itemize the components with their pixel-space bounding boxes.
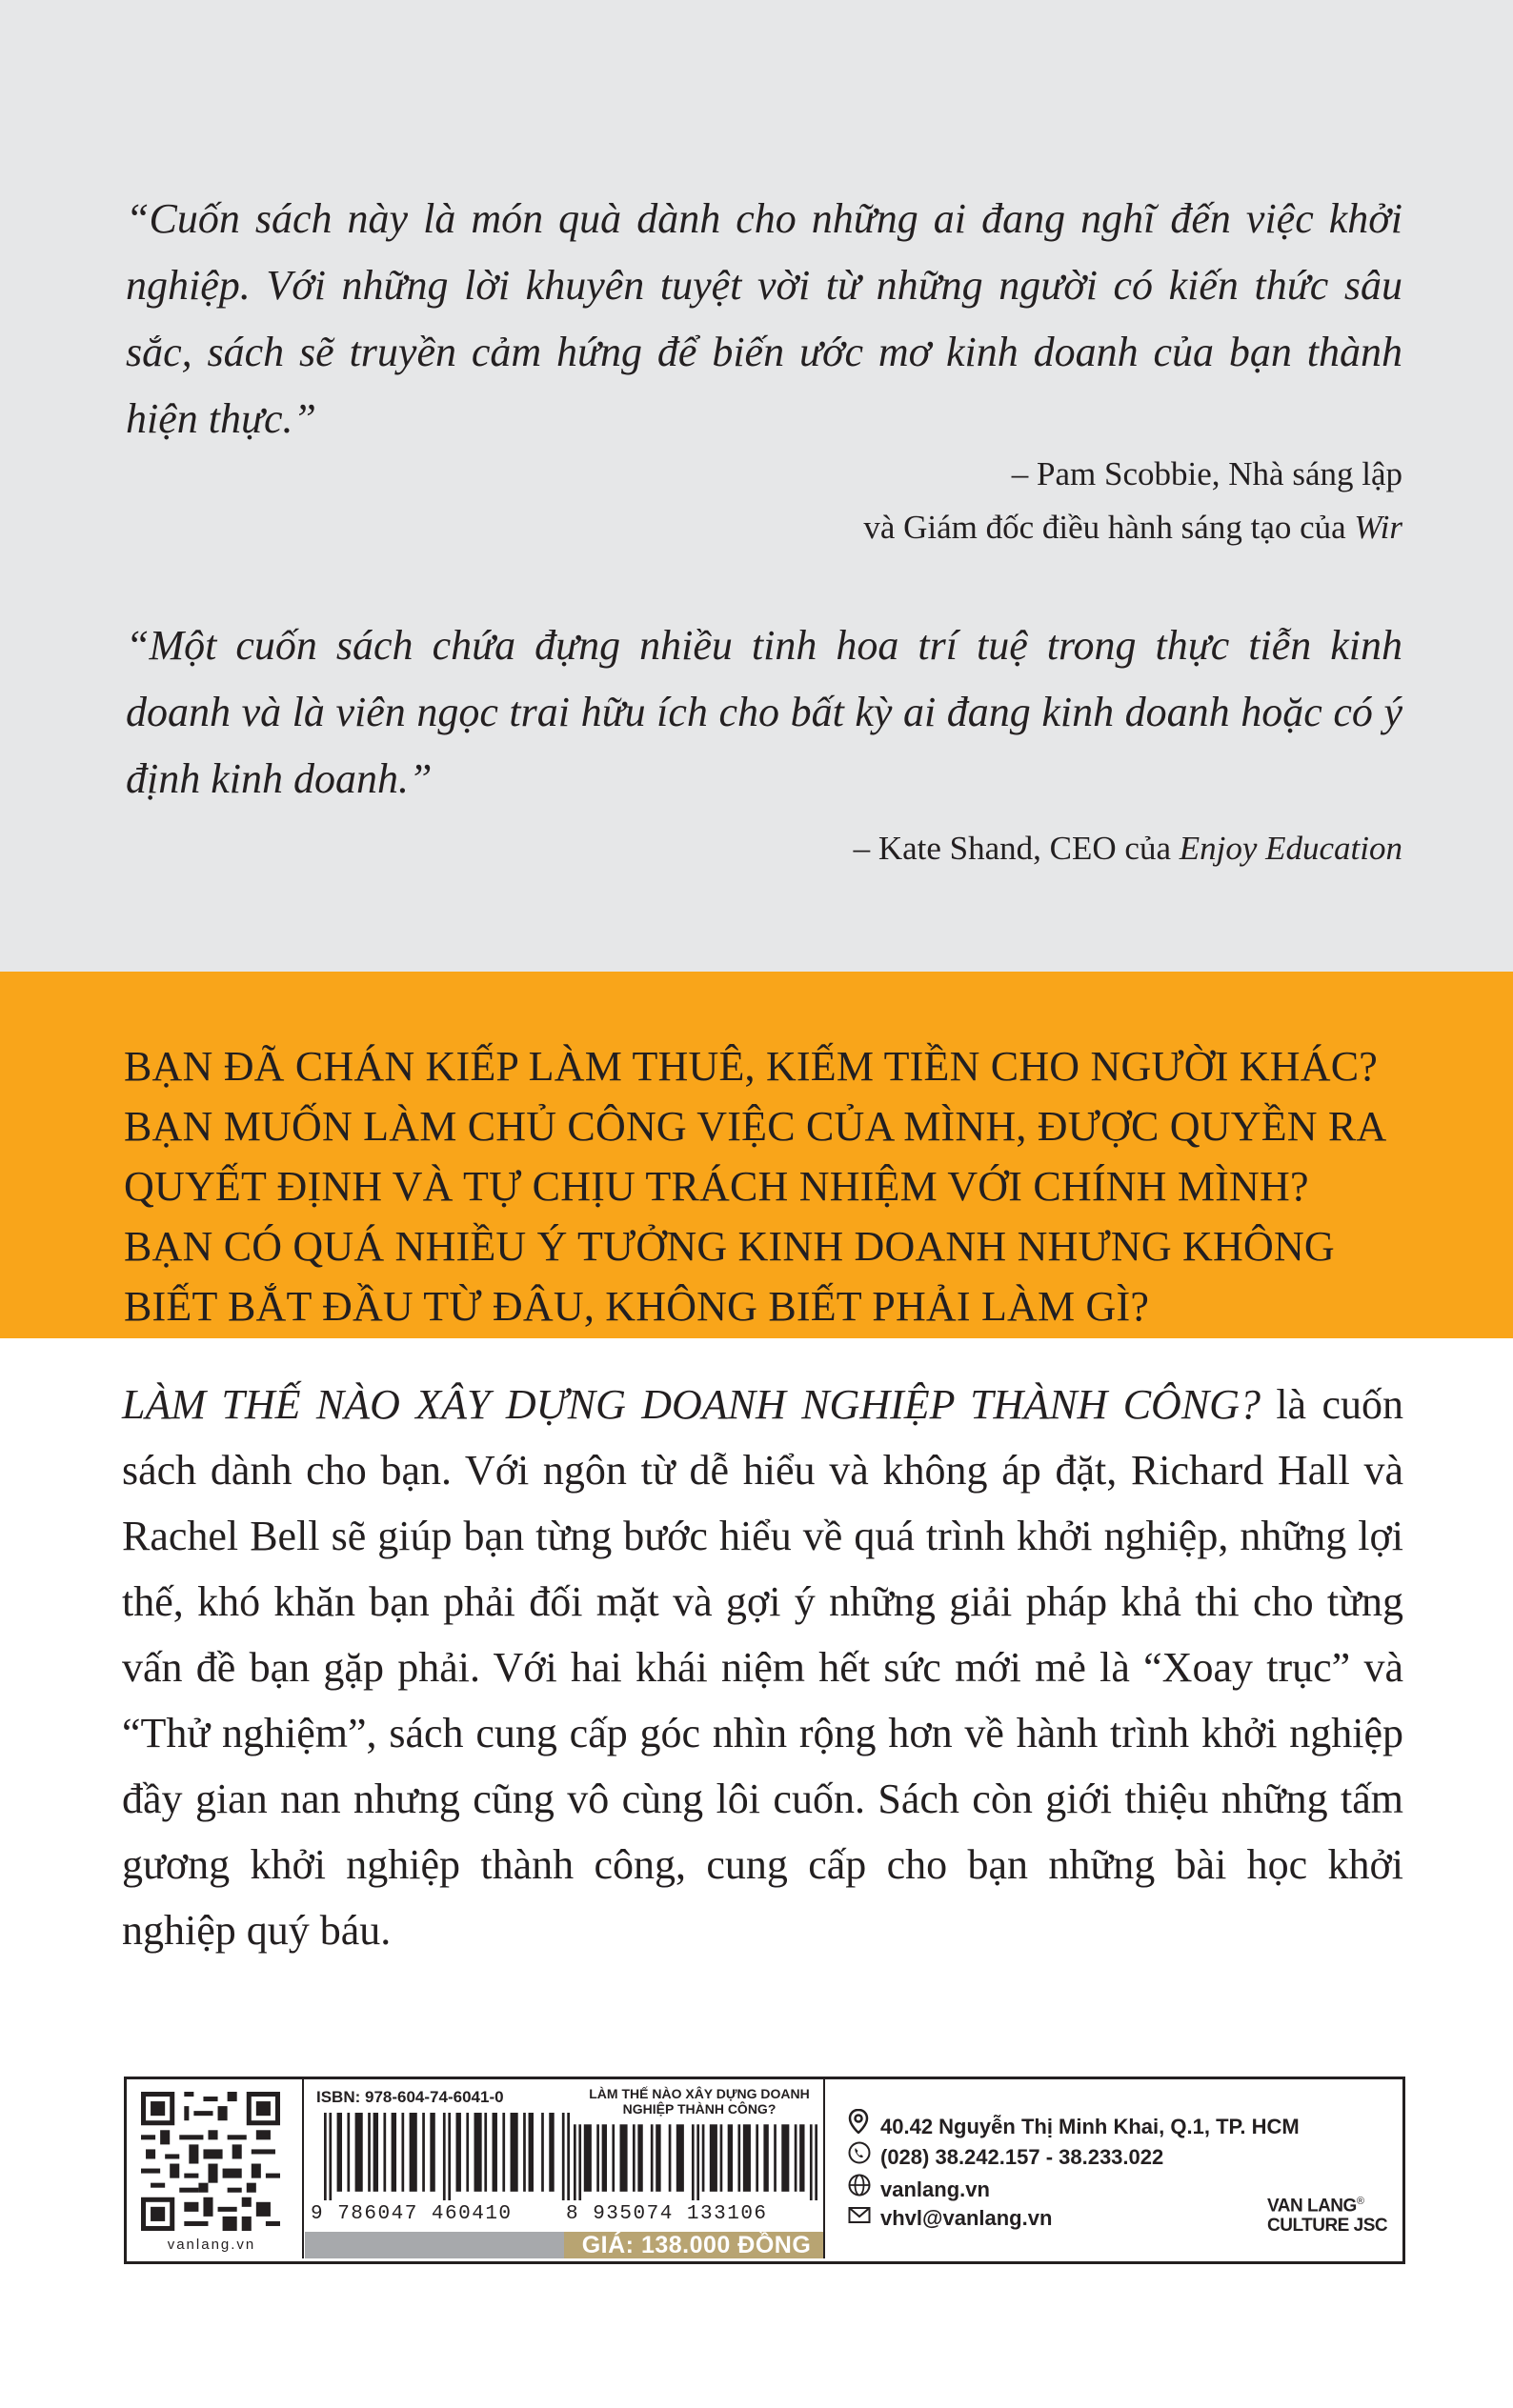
headline-line: BIẾT BẮT ĐẦU TỪ ĐÂU, KHÔNG BIẾT PHẢI LÀM GÌ? (124, 1283, 1150, 1330)
attribution-org: Wir (1354, 509, 1402, 546)
phone-text: (028) 38.242.157 - 38.233.022 (880, 2145, 1164, 2169)
barcode-product (574, 2113, 817, 2200)
book-description (122, 1372, 1403, 1963)
price-label: GIÁ: 138.000 ĐỒNG (581, 2232, 812, 2258)
contact-email (848, 2206, 1052, 2231)
attribution-line-2 (259, 501, 1402, 554)
headline-line: BẠN CÓ QUÁ NHIỀU Ý TƯỞNG KINH DOANH NHƯNG KHÔNG (124, 1223, 1335, 1270)
publisher-line-1: VAN LANG (1267, 2196, 1357, 2217)
contact-address (848, 2109, 1300, 2139)
mail-icon (848, 2206, 875, 2231)
email-text: vhvl@vanlang.vn (880, 2206, 1053, 2230)
publisher-suffix: CULTURE JSC (1267, 2216, 1388, 2237)
divider (823, 2079, 825, 2258)
publisher-logo (1267, 2192, 1387, 2236)
endorsement-attribution-2 (259, 822, 1402, 875)
headline-line: QUYẾT ĐỊNH VÀ TỰ CHỊU TRÁCH NHIỆM VỚI CHÍNH MÌNH? (124, 1163, 1309, 1210)
globe-icon (848, 2174, 875, 2202)
address-text: 40.42 Nguyễn Thị Minh Khai, Q.1, TP. HCM (880, 2115, 1300, 2138)
isbn-label: ISBN: 978-604-74-6041-0 (316, 2088, 504, 2106)
qr-caption: vanlang.vn (167, 2237, 256, 2253)
grey-strip (305, 2232, 564, 2258)
headline-line: BẠN MUỐN LÀM CHỦ CÔNG VIỆC CỦA MÌNH, ĐƯỢC QUYỀN RA (124, 1103, 1387, 1150)
barcode-book-title: LÀM THẾ NÀO XÂY DỰNG DOANH NGHIỆP THÀNH CÔNG? (589, 2086, 810, 2117)
attribution-org: Enjoy Education (1179, 830, 1402, 867)
attribution-line-1: – Pam Scobbie, Nhà sáng lập (1011, 455, 1402, 492)
contact-website (848, 2174, 990, 2202)
description-text: là cuốn sách dành cho bạn. Với ngôn từ dễ hiểu và không áp đặt, Richard Hall và Rachel Bell sẽ giúp bạn từng bước hiểu về quá trình khởi nghiệp, những lợi thế, khó khăn bạn phải đối mặt và gợi ý những giải pháp khả thi cho từng vấn đề bạn gặp phải. Với hai khái niệm hết sức mới mẻ là “Xoay trục” và “Thử nghiệm”, sách cung cấp góc nhìn rộng hơn về hành trình khởi nghiệp đầy gian nan nhưng cũng vô cùng lôi cuốn. Sách còn giới thiệu những tấm gương khởi nghiệp thành công, cung cấp cho bạn những bài học khởi nghiệp quý báu. (122, 1381, 1403, 1954)
attribution-person: – Kate Shand, CEO của (853, 830, 1180, 867)
endorsement-quote-1: “Cuốn sách này là món quà dành cho những ai đang nghĩ đến việc khởi nghiệp. Với những lời khuyên tuyệt vời từ những người có kiến thức sâu sắc, sách sẽ truyền cảm hứng để biến ước mơ kinh doanh của bạn thành hiện thực.” (126, 195, 1402, 442)
book-title: LÀM THẾ NÀO XÂY DỰNG DOANH NGHIỆP THÀNH CÔNG? (122, 1381, 1261, 1428)
barcode-isbn-number: 9 786047 460410 (311, 2203, 513, 2225)
barcode-product-number: 8 935074 133106 (566, 2203, 768, 2225)
endorsement-attribution-1 (259, 448, 1402, 554)
headline-questions (124, 1036, 1401, 1336)
phone-icon (848, 2141, 875, 2170)
divider (302, 2079, 304, 2258)
qr-code (141, 2092, 280, 2231)
barcode-isbn (324, 2113, 570, 2200)
contact-phone (848, 2141, 1163, 2170)
headline-line: BẠN ĐÃ CHÁN KIẾP LÀM THUÊ, KIẾM TIỀN CHO NGƯỜI KHÁC? (124, 1043, 1378, 1090)
location-pin-icon (848, 2109, 875, 2139)
endorsement-quote-2: “Một cuốn sách chứa đựng nhiều tinh hoa trí tuệ trong thực tiễn kinh doanh và là viên ngọc trai hữu ích cho bất kỳ ai đang kinh doanh hoặc có ý định kinh doanh.” (126, 622, 1402, 802)
publisher-name: VAN LANG® (1267, 2196, 1364, 2217)
attribution-role: và Giám đốc điều hành sáng tạo của (863, 509, 1355, 546)
website-text: vanlang.vn (880, 2177, 990, 2201)
